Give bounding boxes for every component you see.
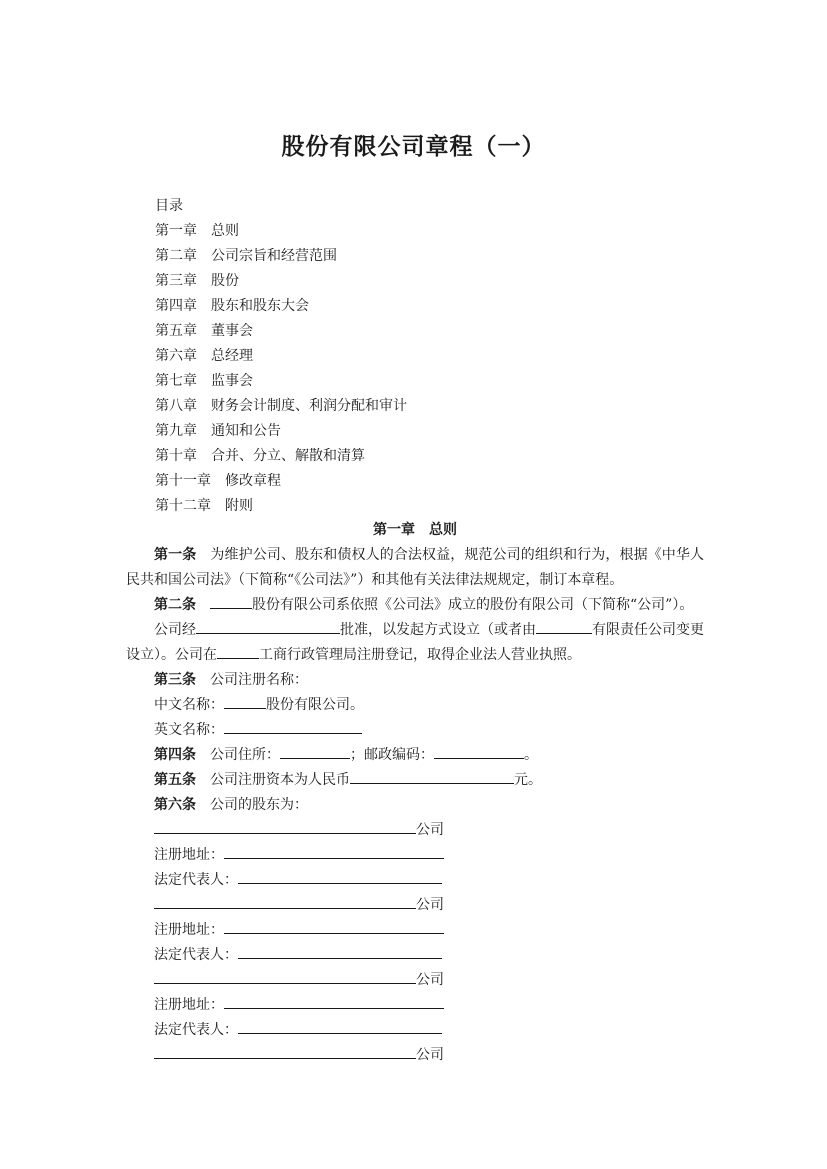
- document-title: 股份有限公司章程（一）: [281, 133, 546, 160]
- article-label: 第四条: [154, 747, 196, 763]
- blank-field[interactable]: [238, 868, 442, 884]
- article-5: [126, 768, 704, 793]
- article-1: [126, 543, 704, 593]
- toc-item: [155, 319, 407, 344]
- shareholder-company-line: [126, 818, 704, 843]
- legal-representative-line: [126, 943, 704, 968]
- registered-address-line: [126, 843, 704, 868]
- blank-field[interactable]: [536, 618, 592, 634]
- toc-item-title: 附则: [225, 498, 253, 514]
- blank-field[interactable]: [224, 718, 362, 734]
- text-segment: 。: [524, 747, 538, 763]
- text-segment: 公司: [416, 1047, 444, 1063]
- text-segment: 批准，以发起方式设立（或者由: [340, 622, 536, 638]
- toc-item: [155, 444, 407, 469]
- toc-heading: 目录: [155, 198, 183, 214]
- blank-field[interactable]: [280, 743, 350, 759]
- toc-item-number: 第一章: [155, 223, 197, 239]
- article-text: 为维护公司、股东和债权人的合法权益，规范公司的组织和行为，根据《中华人民共和国公司法》（下简称“《公司法》”）和其他有关法律法规规定，制订本章程。: [126, 547, 705, 588]
- blank-field[interactable]: [196, 618, 340, 634]
- toc-item: [155, 494, 407, 519]
- toc-item: [155, 344, 407, 369]
- article-text: 股份有限公司系依照《公司法》成立的股份有限公司（下简称“公司”）。: [252, 597, 694, 613]
- chapter-heading: 第一章 总则: [373, 522, 457, 538]
- article-label: 第三条: [154, 672, 196, 688]
- toc-item-title: 合并、分立、解散和清算: [211, 448, 365, 464]
- blank-field[interactable]: [238, 1018, 442, 1034]
- shareholder-company-line: [126, 893, 704, 918]
- article-label: 第六条: [154, 797, 196, 813]
- toc-item: [155, 244, 407, 269]
- text-segment: 公司经: [154, 622, 196, 638]
- toc-item-number: 第四章: [155, 298, 197, 314]
- registered-address-line: [126, 993, 704, 1018]
- blank-field[interactable]: [350, 768, 514, 784]
- article-text: 公司注册名称：: [210, 672, 308, 688]
- toc-item: [155, 269, 407, 294]
- toc-item-title: 股份: [211, 273, 239, 289]
- toc-item-title: 修改章程: [225, 473, 281, 489]
- registered-address-line: [126, 918, 704, 943]
- blank-field[interactable]: [154, 1043, 416, 1059]
- text-segment: 有限责任公司变更设立）。公司在: [126, 622, 704, 663]
- text-segment: 公司: [416, 822, 444, 838]
- blank-field[interactable]: [224, 843, 444, 859]
- field-label: 注册地址：: [154, 847, 224, 863]
- toc-item-number: 第五章: [155, 323, 197, 339]
- toc-item-title: 监事会: [211, 373, 253, 389]
- chapter-one-body: [126, 518, 704, 1068]
- field-label: 英文名称：: [154, 722, 224, 738]
- legal-representative-line: [126, 868, 704, 893]
- chinese-name-line: [126, 693, 704, 718]
- toc-item-number: 第三章: [155, 273, 197, 289]
- blank-field[interactable]: [154, 968, 416, 984]
- article-3: [126, 668, 704, 693]
- toc-item: [155, 219, 407, 244]
- field-label: 法定代表人：: [154, 1022, 238, 1038]
- blank-field[interactable]: [224, 693, 266, 709]
- toc-item-number: 第十章: [155, 448, 197, 464]
- toc-item: [155, 469, 407, 494]
- article-label: 第二条: [154, 597, 196, 613]
- toc-item-number: 第八章: [155, 398, 197, 414]
- field-label: 注册地址：: [154, 997, 224, 1013]
- field-label: ；邮政编码：: [350, 747, 434, 763]
- blank-field[interactable]: [217, 643, 259, 659]
- blank-field[interactable]: [224, 993, 444, 1009]
- article-label: 第五条: [154, 772, 196, 788]
- article-2: [126, 593, 704, 618]
- field-label: 中文名称：: [154, 697, 224, 713]
- text-segment: 公司注册资本为人民币: [210, 772, 350, 788]
- blank-field[interactable]: [434, 743, 524, 759]
- blank-field[interactable]: [238, 943, 442, 959]
- toc-item: [155, 369, 407, 394]
- text-segment: 元。: [514, 772, 542, 788]
- blank-field[interactable]: [154, 893, 416, 909]
- toc-item-title: 股东和股东大会: [211, 298, 309, 314]
- blank-field[interactable]: [154, 818, 416, 834]
- toc-item-title: 通知和公告: [211, 423, 281, 439]
- toc-item-number: 第十一章: [155, 473, 211, 489]
- blank-field[interactable]: [224, 918, 444, 934]
- toc-item-title: 财务会计制度、利润分配和审计: [211, 398, 407, 414]
- toc-item-number: 第二章: [155, 248, 197, 264]
- article-4: [126, 743, 704, 768]
- blank-field[interactable]: [210, 593, 252, 609]
- toc-item-title: 总经理: [211, 348, 253, 364]
- shareholder-company-line: [126, 968, 704, 993]
- toc-item: [155, 419, 407, 444]
- toc-item-number: 第七章: [155, 373, 197, 389]
- article-2-paragraph: [126, 618, 704, 668]
- legal-representative-line: [126, 1018, 704, 1043]
- toc-item: [155, 294, 407, 319]
- text-segment: 公司: [416, 972, 444, 988]
- toc-item-number: 第六章: [155, 348, 197, 364]
- toc-item-number: 第九章: [155, 423, 197, 439]
- field-label: 公司住所：: [210, 747, 280, 763]
- english-name-line: [126, 718, 704, 743]
- field-label: 法定代表人：: [154, 947, 238, 963]
- toc-item-title: 公司宗旨和经营范围: [211, 248, 337, 264]
- shareholder-company-line: [126, 1043, 704, 1068]
- field-label: 注册地址：: [154, 922, 224, 938]
- table-of-contents: [155, 194, 407, 519]
- toc-item-title: 总则: [211, 223, 239, 239]
- toc-item-title: 董事会: [211, 323, 253, 339]
- text-segment: 股份有限公司。: [266, 697, 364, 713]
- toc-item-number: 第十二章: [155, 498, 211, 514]
- article-6: [126, 793, 704, 818]
- toc-item: [155, 394, 407, 419]
- article-label: 第一条: [154, 547, 197, 563]
- field-label: 法定代表人：: [154, 872, 238, 888]
- text-segment: 公司: [416, 897, 444, 913]
- text-segment: 工商行政管理局注册登记，取得企业法人营业执照。: [259, 647, 581, 663]
- article-text: 公司的股东为：: [210, 797, 308, 813]
